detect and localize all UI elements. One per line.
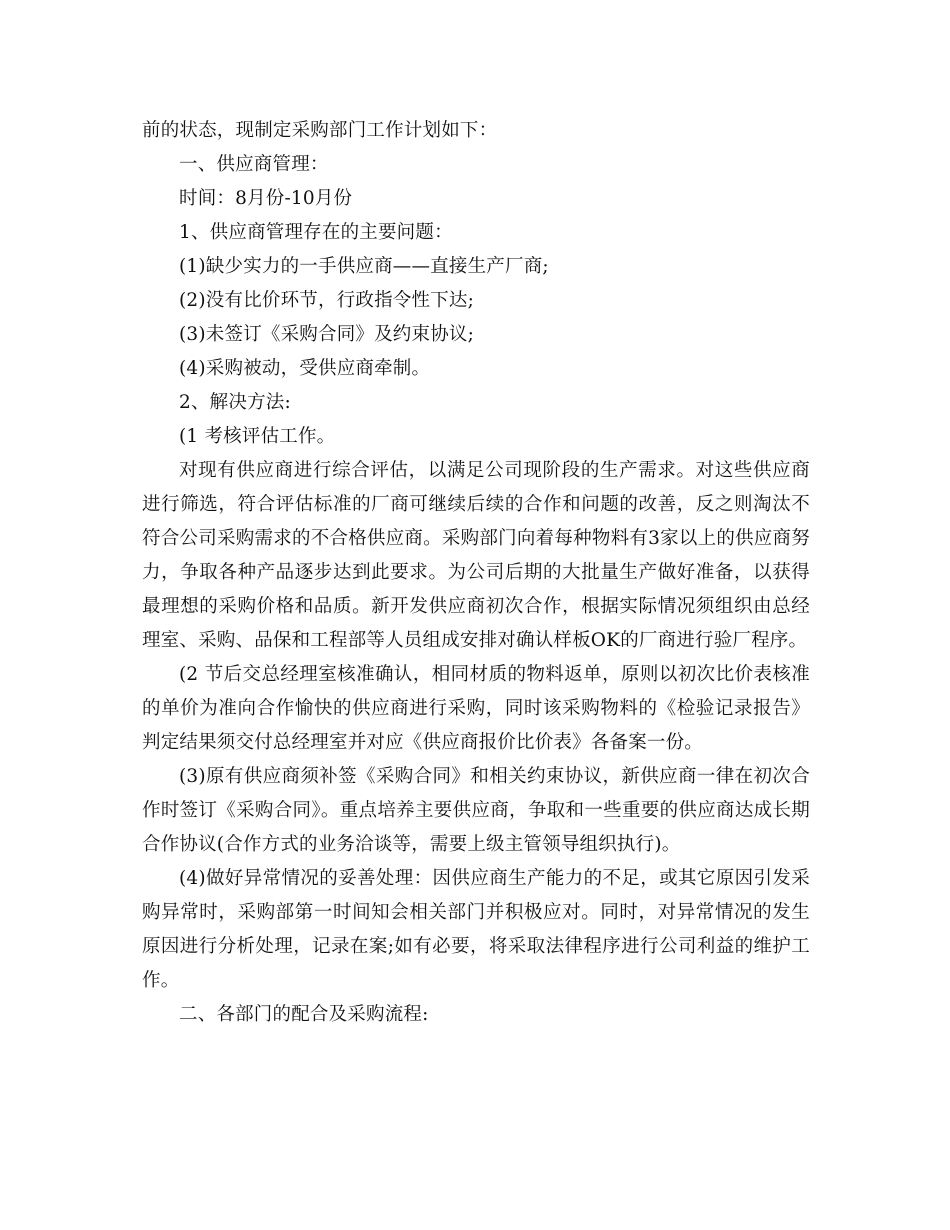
paragraph: (4)做好异常情况的妥善处理：因供应商生产能力的不足，或其它原因引发采购异常时，采购部第一时间知会相关部门并积极应对。同时，对异常情况的发生原因进行分析处理，记录在案;如有必要，将采取法律程序进行公司利益的维护工作。 [142, 868, 810, 991]
list-item: (4)采购被动，受供应商牵制。 [179, 358, 431, 379]
section-heading: 二、各部门的配合及采购流程: [179, 1004, 429, 1025]
paragraph: 对现有供应商进行综合评估，以满足公司现阶段的生产需求。对这些供应商进行筛选，符合评估标准的厂商可继续后续的合作和问题的改善，反之则淘汰不符合公司采购需求的不合格供应商。采购部门向着每种物料有3家以上的供应商努力，争取各种产品逐步达到此要求。为公司后期的大批量生产做好准备，以获得最理想的采购价格和品质。新开发供应商初次合作，根据实际情况须组织由总经理室、采购、品保和工程部等人员组成安排对确认样板OK的厂商进行验厂程序。 [142, 460, 810, 651]
section-heading: 一、供应商管理： [179, 154, 329, 175]
subsection-heading: 2、解决方法: [179, 392, 291, 413]
subsection-heading: 1、供应商管理存在的主要问题： [179, 222, 453, 243]
list-item: (3)未签订《采购合同》及约束协议; [179, 324, 475, 345]
paragraph: (2 节后交总经理室核准确认，相同材质的物料返单，原则以初次比价表核准的单价为准向合作愉快的供应商进行采购，同时该采购物料的《检验记录报告》判定结果须交付总经理室并对应《供应商报价比价表》各备案一份。 [142, 664, 810, 753]
paragraph: 前的状态，现制定采购部门工作计划如下： [142, 120, 498, 141]
paragraph: 时间：8月份-10月份 [179, 188, 353, 209]
list-item: (1)缺少实力的一手供应商——直接生产厂商; [179, 256, 549, 277]
list-item: (1 考核评估工作。 [179, 426, 336, 447]
paragraph: (3)原有供应商须补签《采购合同》和相关约束协议，新供应商一律在初次合作时签订《采购合同》。重点培养主要供应商，争取和一些重要的供应商达成长期合作协议(合作方式的业务洽谈等，需要上级主管领导组织执行)。 [142, 766, 810, 855]
document-body [142, 114, 810, 1032]
list-item: (2)没有比价环节，行政指令性下达; [179, 290, 475, 311]
